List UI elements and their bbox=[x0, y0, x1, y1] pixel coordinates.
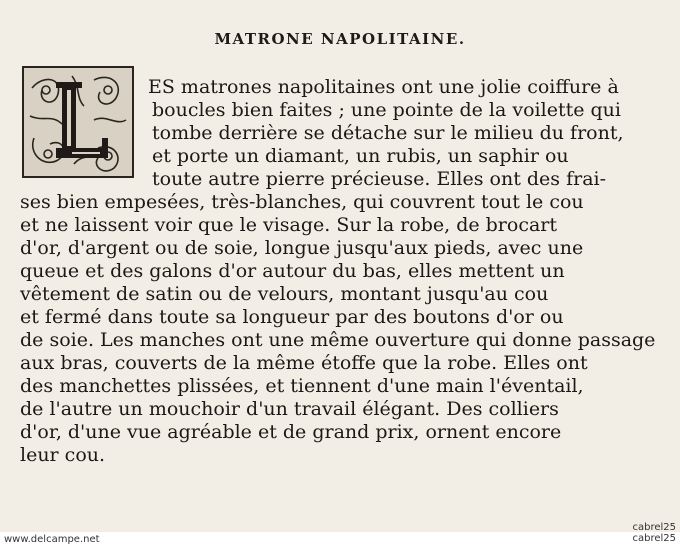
watermark-seller bbox=[632, 522, 676, 544]
watermark-seller-bottom: cabrel25 bbox=[632, 533, 676, 544]
text-line-15: de l'autre un mouchoir d'un travail élégant. Des colliers bbox=[20, 398, 559, 420]
watermark-seller-top: cabrel25 bbox=[632, 522, 676, 533]
text-line-17: leur cou. bbox=[20, 444, 106, 466]
text-line-13: aux bras, couverts de la même étoffe que la robe. Elles ont bbox=[20, 352, 588, 374]
text-line-1: ES matrones napolitaines ont une jolie coiffure à bbox=[148, 76, 619, 98]
text-line-6: ses bien empesées, très-blanches, qui couvrent tout le cou bbox=[20, 191, 584, 213]
text-line-7: et ne laissent voir que le visage. Sur la robe, de brocart bbox=[20, 214, 558, 236]
text-line-8: d'or, d'argent ou de soie, longue jusqu'aux pieds, avec une bbox=[20, 237, 584, 259]
text-line-10: vêtement de satin ou de velours, montant jusqu'au cou bbox=[20, 283, 549, 305]
page-title: MATRONE NAPOLITAINE. bbox=[214, 30, 466, 48]
text-line-14: des manchettes plissées, et tiennent d'une main l'éventail, bbox=[20, 375, 584, 397]
watermark-site: www.delcampe.net bbox=[4, 534, 100, 545]
text-line-12: de soie. Les manches ont une même ouverture qui donne passage bbox=[20, 329, 656, 351]
ornamental-dropcap bbox=[22, 66, 134, 178]
text-line-3: tombe derrière se détache sur le milieu du front, bbox=[152, 122, 624, 144]
watermark-bar bbox=[0, 522, 680, 550]
dropcap-ornament-icon bbox=[24, 68, 132, 176]
text-line-11: et fermé dans toute sa longueur par des boutons d'or ou bbox=[20, 306, 564, 328]
text-line-16: d'or, d'une vue agréable et de grand prix, ornent encore bbox=[20, 421, 562, 443]
text-line-2: boucles bien faites ; une pointe de la voilette qui bbox=[152, 99, 621, 121]
text-line-9: queue et des galons d'or autour du bas, elles mettent un bbox=[20, 260, 565, 282]
text-line-5: toute autre pierre précieuse. Elles ont des frai- bbox=[152, 168, 607, 190]
text-line-4: et porte un diamant, un rubis, un saphir ou bbox=[152, 145, 569, 167]
